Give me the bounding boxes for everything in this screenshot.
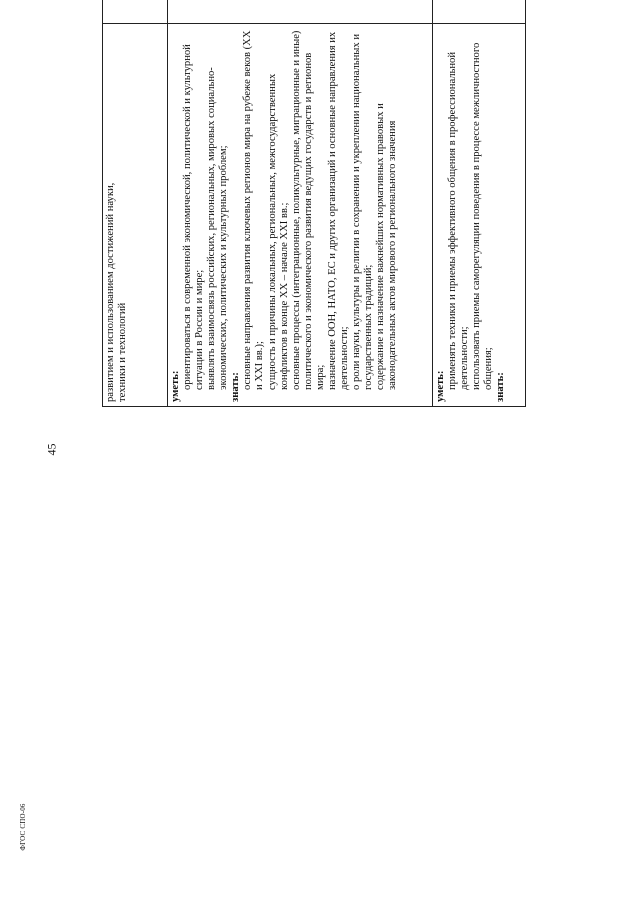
knowledge-item: основные процессы (интеграционные, поликультурные, миграционные и иные) политического и экономического развития ведущих государств и регионов мира; <box>290 30 326 390</box>
skill-item: ориентироваться в современной экономической, политической и культурной ситуации в России и мире; <box>182 44 206 390</box>
empty-cell <box>103 0 168 24</box>
knowledge-item: содержание и назначение важнейших нормативных правовых и законодательных актов мирового и регионального значения <box>375 103 399 390</box>
table-row <box>433 0 526 407</box>
knowledge-item: о роли науки, культуры и религии в сохранении и укреплении национальных и государственных традиций; <box>350 33 374 390</box>
empty-cell <box>168 0 433 24</box>
knowledge-item: основные направления развития ключевых регионов мира на рубеже веков (XX и XXI вв.); <box>242 30 266 390</box>
requirements-cell <box>103 24 168 407</box>
znat-label: знать: <box>230 372 242 402</box>
text-line: развитием и использованием достижений науки, <box>105 182 116 402</box>
table-row <box>103 0 168 407</box>
knowledge-item: сущность и причины локальных, региональных, межгосударственных конфликтов в конце XX – начале XXI вв.; <box>266 73 290 390</box>
umet-label: уметь: <box>170 370 181 402</box>
table-row <box>168 0 433 407</box>
page-number: 45 <box>44 443 59 456</box>
umet-label: уметь: <box>435 370 446 402</box>
empty-cell <box>433 0 526 24</box>
requirements-table <box>102 0 526 407</box>
requirements-cell <box>433 24 526 407</box>
skill-item: применять техники и приемы эффективного общения в профессиональной деятельности; <box>447 51 471 390</box>
skill-item: использовать приемы саморегуляции поведения в процессе межличностного общения; <box>471 42 495 390</box>
skill-item: выявлять взаимосвязь российских, региональных, мировых социально-экономических, политических и культурных проблем; <box>206 67 230 390</box>
landscape-table-area <box>102 0 547 407</box>
requirements-cell <box>168 24 433 407</box>
text-line: техники и технологий <box>117 302 129 402</box>
znat-label: знать: <box>495 372 507 402</box>
knowledge-item: назначение ООН, НАТО, ЕС и других организаций и основные направления их деятельности; <box>326 31 350 390</box>
footer-code: ФГОС СПО-06 <box>19 803 27 851</box>
